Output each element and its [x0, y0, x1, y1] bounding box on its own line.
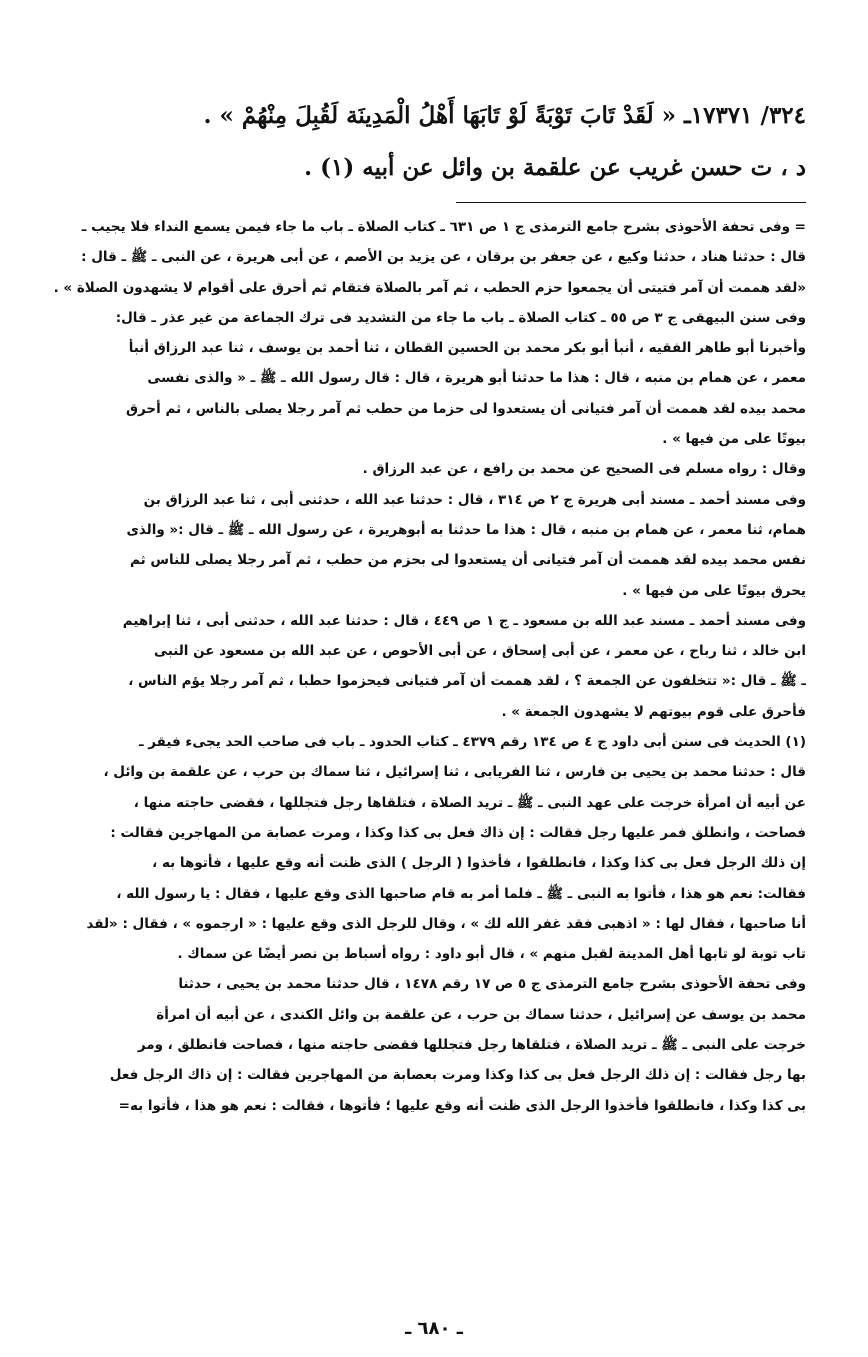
footnote-line: إن ذلك الرجل فعل بى كذا وكذا ، فانطلقوا ، فأخذوا ( الرجل ) الذى ظنت أنه وقع عليها ، فأتوها به ،	[152, 855, 806, 872]
footnote-line: خرجت على النبى ـ ﷺ ـ تريد الصلاة ، فتلقاها رجل فتجللها فقضى حاجته منها ، فصاحت فانطلق ، ومر	[137, 1037, 806, 1054]
footnote-line: ـ ﷺ ـ قال :« تتخلفون عن الجمعة ؟ ، لقد هممت أن آمر فتيانى فيحزموا حطبا ، ثم آمر رجلا يؤم الناس ،	[128, 673, 806, 690]
footnote-line: بيوتًا على من فيها » .	[662, 431, 806, 448]
footnote-line: معمر ، عن همام بن منبه ، قال : هذا ما حدثنا أبو هريرة ، قال : قال رسول الله ـ ﷺ ـ « والذى نفسى	[147, 370, 806, 387]
footnote-line: ابن خالد ، ثنا رباح ، عن معمر ، عن أبى إسحاق ، عن أبى الأحوص ، عن عبد الله بن مسعود عن النبى	[154, 643, 806, 660]
footnote-line: فقالت: نعم هو هذا ، فأتوا به النبى ـ ﷺ ـ فلما أمر به قام صاحبها الذى وقع عليها ، فقال : يا رسول الله ،	[116, 885, 806, 902]
footnote-line: وفى مسند أحمد ـ مسند عبد الله بن مسعود ـ ج ١ ص ٤٤٩ ، قال : حدثنا عبد الله ، حدثنى أبى ، ثنا إبراهيم	[122, 612, 806, 629]
footnote-line: تاب توبة لو تابها أهل المدينة لقبل منهم » ، قال أبو داود : رواه أسباط بن نصر أيضًا عن سماك .	[177, 946, 806, 963]
footnote-line: همام، ثنا معمر ، عن همام بن منبه ، قال : هذا ما حدثنا به أبوهريرة ، عن رسول الله ـ ﷺ ـ قال :« والذى	[126, 521, 806, 538]
footnote-line: قال : حدثنا هناد ، حدثنا وكيع ، عن جعفر بن برقان ، عن يزيد بن الأصم ، عن أبى هريرة ، عن النبى ـ ﷺ ـ قال :	[81, 249, 806, 266]
footnote-line: بى كذا وكذا ، فانطلقوا فأخذوا الرجل الذى ظنت أنه وقع عليها ؛ فأتوها ، فقالت : نعم هو هذا ، فأتوا به=	[118, 1097, 806, 1114]
footnote-line: «لقد هممت أن آمر فتيتى أن يجمعوا حزم الحطب ، ثم آمر بالصلاة فتقام ثم أحرق على أقوام لا يشهدون الصلاة » .	[53, 279, 806, 296]
footnote-line: وأخبرنا أبو طاهر الفقيه ، أنبأ أبو بكر محمد بن الحسين القطان ، ثنا أحمد بن يوسف ، ثنا عبد الرزاق أنبأ	[128, 340, 806, 357]
footnote-line: عن أبيه أن امرأة خرجت على عهد النبى ـ ﷺ ـ تريد الصلاة ، فتلقاها رجل فتجللها ، فقضى حاجته منها ،	[133, 794, 806, 811]
footnote-line: = وفى تحفة الأحوذى بشرح جامع الترمذى ج ١ ص ٦٣١ ـ كتاب الصلاة ـ باب ما جاء فيمن يسمع النداء فلا يجيب ـ	[81, 219, 806, 235]
footnote-line: نفس محمد بيده لقد هممت أن آمر فتيانى أن يستعدوا لى بحزم من حطب ، ثم آمر رجلا يصلى للناس ثم	[130, 552, 806, 569]
footnote-line: فصاحت ، وانطلق فمر عليها رجل فقالت : إن ذاك فعل بى كذا وكذا ، ومرت عصابة من المهاجرين فقالت :	[110, 824, 806, 841]
hadith-text: ٣٢٤/ ١٧٣٧١ـ « لَقَدْ تَابَ تَوْبَةً لَوْ تَابَهَا أَهْلُ الْمَدِينَة لَقُبِلَ مِنْهُمْ » .	[203, 102, 806, 129]
footnote-line: قال : حدثنا محمد بن يحيى بن فارس ، ثنا الفريابى ، ثنا إسرائيل ، ثنا سماك بن حرب ، عن علقمة بن وائل ،	[103, 764, 806, 781]
footnote-line: بها رجل فقالت : إن ذلك الرجل فعل بى كذا وكذا ومرت بعصابة من المهاجرين فقالت : إن ذاك الرجل فعل	[109, 1067, 806, 1084]
footnotes	[48, 212, 806, 1121]
footnote-line: فأحرق على قوم بيوتهم لا يشهدون الجمعة » .	[501, 703, 806, 720]
footnote-line: وفى سنن البيهقى ج ٣ ص ٥٥ ـ كتاب الصلاة ـ باب ما جاء من التشديد فى ترك الجماعة من غير عذر ـ قال:	[115, 309, 806, 326]
footnote-divider	[456, 202, 806, 203]
footnote-line: أنا صاحبها ، فقال لها : « اذهبى فقد غفر الله لك » ، وقال للرجل الذى وقع عليها : « ارجموه » ، فقال : «لقد	[86, 915, 806, 932]
page-number: ـ ٦٨٠ ـ	[405, 1318, 463, 1339]
footnote-line: وفى تحفة الأحوذى بشرح جامع الترمذى ج ٥ ص ١٧ رقم ١٤٧٨ ، قال حدثنا محمد بن يحيى ، حدثنا	[178, 976, 806, 993]
footnote-line: محمد بيده لقد هممت أن آمر فتيانى أن يستعدوا لى حزما من حطب ثم آمر رجلا يصلى بالناس ، ثم أحرق	[125, 400, 806, 417]
hadith-grading: د ، ت حسن غريب عن علقمة بن وائل عن أبيه (١) .	[304, 154, 806, 181]
footnote-line: (١) الحديث فى سنن أبى داود ج ٤ ص ١٣٤ رقم ٤٣٧٩ ـ كتاب الحدود ـ باب فى صاحب الحد يجىء فيقر ـ	[138, 734, 806, 751]
footnote-line: محمد بن يوسف عن إسرائيل ، حدثنا سماك بن حرب ، عن علقمة بن وائل الكندى ، عن أبيه أن امرأة	[156, 1006, 806, 1023]
footnote-line: وقال : رواه مسلم فى الصحيح عن محمد بن رافع ، عن عبد الرزاق .	[362, 461, 806, 478]
footnote-line: وفى مسند أحمد ـ مسند أبى هريرة ج ٢ ص ٣١٤ ، قال : حدثنا عبد الله ، حدثنى أبى ، ثنا عبد الرزاق بن	[143, 491, 806, 508]
footnote-line: يحرق بيوتًا على من فيها » .	[622, 582, 806, 599]
